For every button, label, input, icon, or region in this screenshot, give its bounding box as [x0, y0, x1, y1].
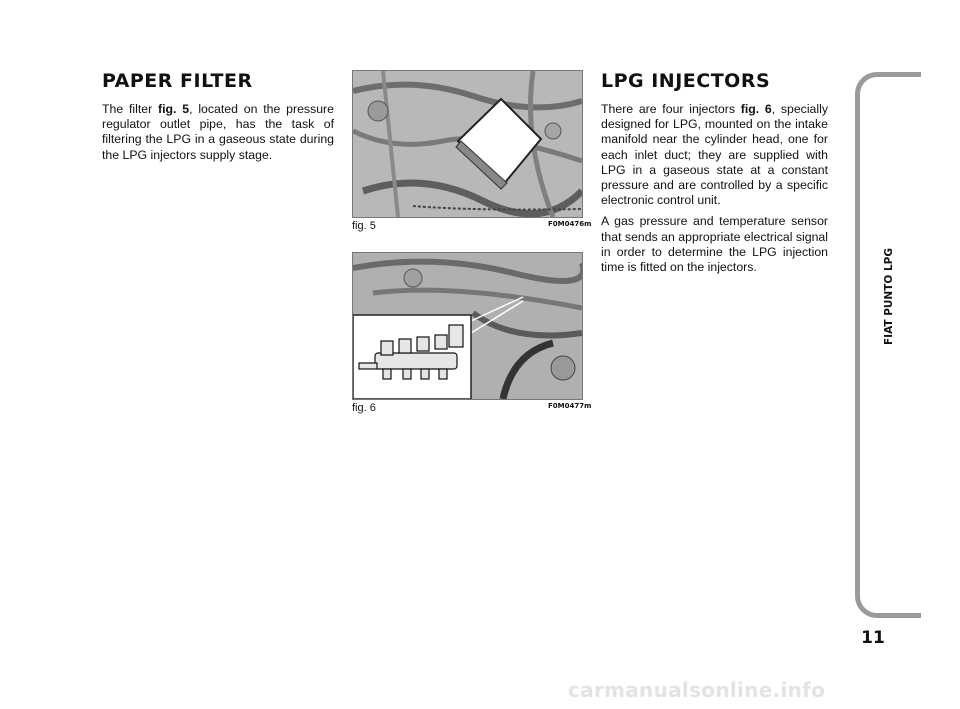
figure-6-image — [352, 252, 583, 400]
page-number: 11 — [861, 628, 885, 648]
figure-5-caption: fig. 5 — [352, 220, 376, 232]
lpg-injectors-text-1-before: There are four injectors — [601, 102, 741, 116]
side-tab-border — [855, 72, 921, 618]
lpg-injectors-text-1 — [601, 102, 828, 208]
engine-photo-fig5 — [353, 71, 582, 217]
figure-6-caption: fig. 6 — [352, 402, 376, 414]
watermark: carmanualsonline.info — [568, 678, 826, 702]
side-tab-label: FIAT PUNTO LPG — [883, 248, 895, 345]
figure-5-image — [352, 70, 583, 218]
figure-5-code: F0M0476m — [548, 220, 592, 228]
lpg-injectors-text-1-after: , specially designed for LPG, mounted on the intake manifold near the cylinder head, one for each inlet duct; they are supplied with LPG in a gaseous state at a constant pressure and are controlled by a specific electronic control unit. — [601, 102, 829, 208]
fig-6-reference: fig. 6 — [740, 102, 772, 116]
fig-5-reference: fig. 5 — [158, 102, 190, 116]
lpg-injectors-text-2: A gas pressure and temperature sensor that sends an appropriate electrical signal in order to determine the LPG injection time is fitted on the injectors. — [601, 214, 828, 275]
paper-filter-text-after: , located on the pressure regulator outlet pipe, has the task of filtering the LPG in a gaseous state during the LPG injectors supply stage. — [102, 102, 334, 162]
paper-filter-text-before: The filter — [102, 102, 159, 116]
section-title-paper-filter: PAPER FILTER — [102, 70, 253, 92]
engine-photo-fig6 — [353, 253, 582, 399]
figure-6-code: F0M0477m — [548, 402, 592, 410]
section-title-lpg-injectors: LPG INJECTORS — [601, 70, 771, 92]
paper-filter-text — [102, 102, 334, 163]
paper-filter-section — [102, 70, 334, 163]
lpg-injectors-section — [601, 70, 828, 275]
